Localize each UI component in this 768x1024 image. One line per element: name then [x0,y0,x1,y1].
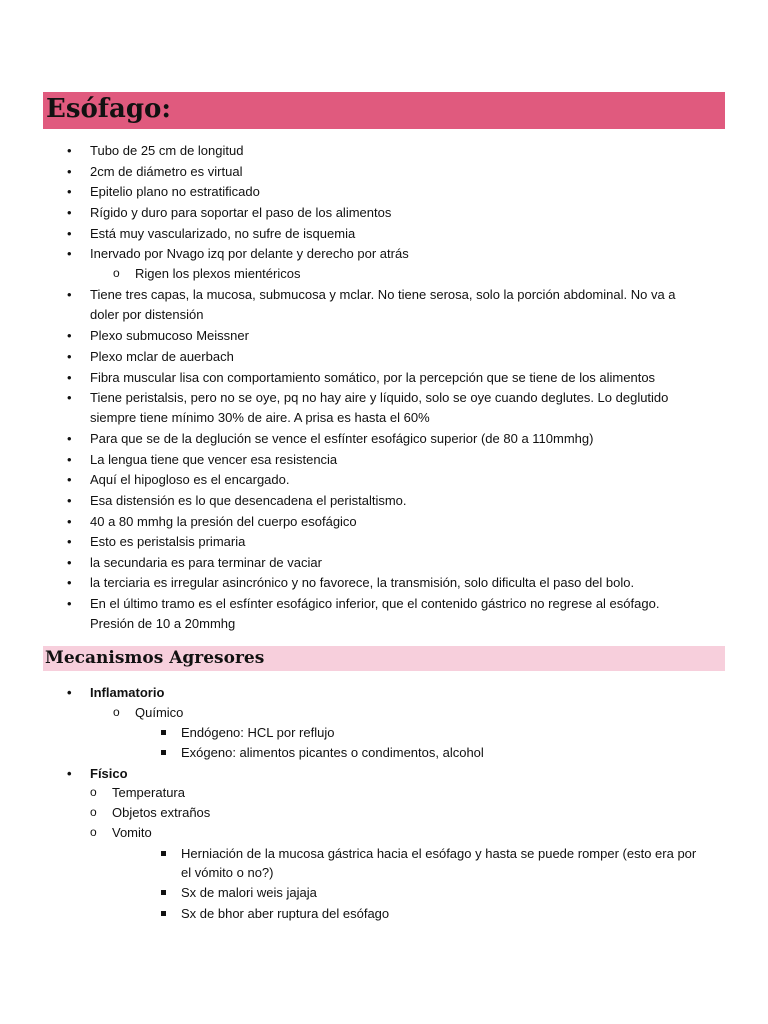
list-item: • Está muy vascularizado, no sufre de isquemia [90,225,355,243]
list-item: • Tiene peristalsis, pero no se oye, pq no hay aire y líquido, solo se oye cuando deglutes. Lo deglutido [90,389,668,407]
sub-sub-list-item: Herniación de la mucosa gástrica hacia el esófago y hasta se puede romper (esto era por [181,846,697,861]
title-banner [43,92,725,129]
list-item: • Epitelio plano no estratificado [90,183,260,201]
list-item: • Fibra muscular lisa con comportamiento somático, por la percepción que se tiene de los alimentos [90,369,655,387]
list-item-continuation: Presión de 10 a 20mmhg [90,616,236,631]
sub-list-item: o Químico [135,704,183,722]
list-item: • En el último tramo es el esfínter esofágico inferior, que el contenido gástrico no regrese al esófago. [90,595,659,613]
list-item: • la terciaria es irregular asincrónico y no favorece, la transmisión, solo dificulta el paso del bolo. [90,574,634,592]
list-item: • Inflamatorio [90,684,164,702]
section-banner [43,646,725,671]
list-item: • Tiene tres capas, la mucosa, submucosa y mclar. No tiene serosa, solo la porción abdominal. No va a [90,286,676,304]
list-item-continuation: siempre tiene mínimo 30% de aire. A prisa es hasta el 60% [90,410,430,425]
list-item: • la secundaria es para terminar de vaciar [90,554,322,572]
list-item-continuation: doler por distensión [90,307,204,322]
list-item: • Rígido y duro para soportar el paso de los alimentos [90,204,391,222]
section-title: Mecanismos Agresores [45,648,265,668]
sub-sub-list-item: Sx de bhor aber ruptura del esófago [181,906,390,921]
list-item: • Plexo mclar de auerbach [90,348,234,366]
list-item: • 40 a 80 mmhg la presión del cuerpo esofágico [90,513,357,531]
list-item: • Aquí el hipogloso es el encargado. [90,471,289,489]
sub-sub-list-item: Endógeno: HCL por reflujo [181,725,335,740]
list-item: • Para que se de la deglución se vence el esfínter esofágico superior (de 80 a 110mmhg) [90,430,593,448]
page-title: Esófago: [46,94,171,124]
list-item: • La lengua tiene que vencer esa resistencia [90,451,337,469]
sub-list-item: o Vomito [112,824,152,842]
list-item: • Esto es peristalsis primaria [90,533,245,551]
list-item-continuation: el vómito o no?) [181,865,274,880]
list-item: • Plexo submucoso Meissner [90,327,249,345]
sub-list-item: o Objetos extraños [112,804,210,822]
list-item: • 2cm de diámetro es virtual [90,163,242,181]
list-item: • Esa distensión es lo que desencadena el peristaltismo. [90,492,407,510]
list-item: • Físico [90,765,128,783]
list-item: • Tubo de 25 cm de longitud [90,142,243,160]
sub-list-item: o Temperatura [112,784,185,802]
sub-sub-list-item: Exógeno: alimentos picantes o condimentos, alcohol [181,745,484,760]
sub-sub-list-item: Sx de malori weis jajaja [181,885,317,900]
sub-list-item: o Rigen los plexos mientéricos [135,265,300,283]
list-item: • Inervado por Nvago izq por delante y derecho por atrás [90,245,409,263]
